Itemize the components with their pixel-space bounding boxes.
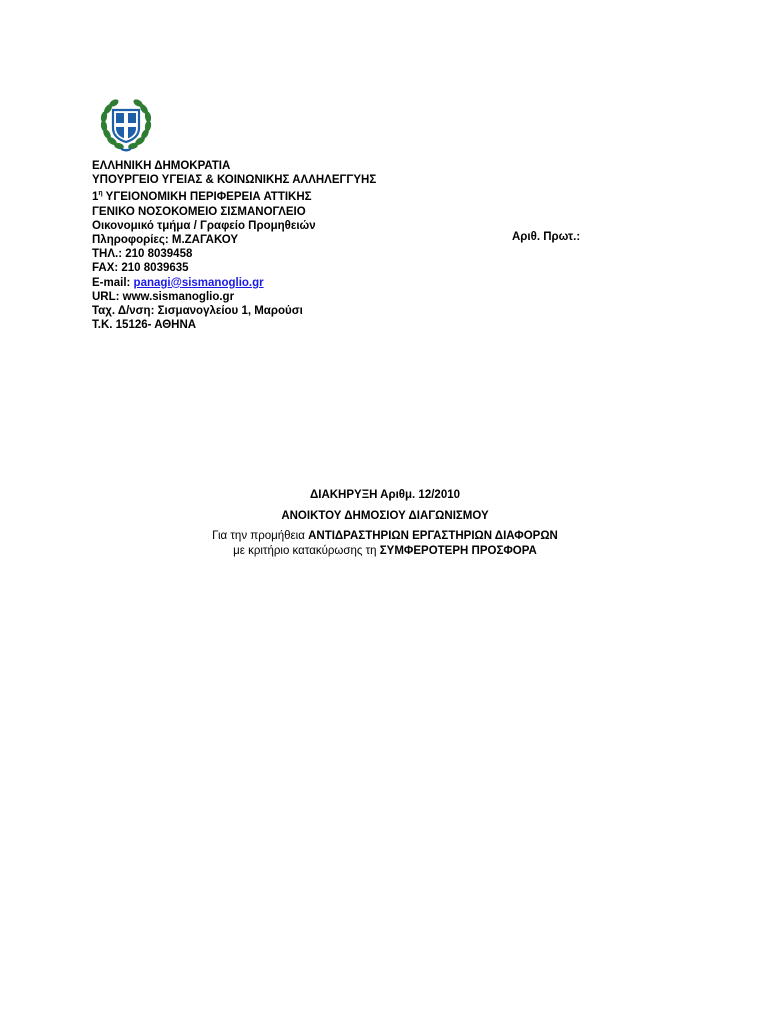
award-criterion: με κριτήριο κατακύρωσης τη ΣΥΜΦΕΡΟΤΕΡΗ ΠΡΟΣΦΟΡΑ bbox=[233, 544, 537, 557]
email-line bbox=[92, 276, 612, 290]
protocol-number-label: Αριθ. Πρωτ.: bbox=[512, 231, 581, 243]
email-label: E-mail: bbox=[92, 276, 134, 289]
department-name: Οικονομικό τμήμα / Γραφείο Προμηθειών bbox=[92, 219, 316, 232]
fax-number: FAX: 210 8039635 bbox=[92, 262, 189, 275]
procurement-subject: Για την προμήθεια ΑΝΤΙΔΡΑΣΤΗΡΙΩΝ ΕΡΓΑΣΤΗΡΙΩΝ ΔΙΑΦΟΡΩΝ bbox=[212, 530, 558, 542]
coat-of-arms-emblem bbox=[98, 96, 154, 152]
contact-person: Πληροφορίες: Μ.ΖΑΓΑΚΟΥ bbox=[92, 234, 239, 247]
postal-code: Τ.Κ. 15126- ΑΘΗΝΑ bbox=[92, 319, 197, 332]
sender-info-block bbox=[92, 159, 612, 332]
declaration-title: ΔΙΑΚΗΡΥΞΗ Αριθμ. 12/2010 bbox=[309, 489, 461, 501]
hospital-name: ΓΕΝΙΚΟ ΝΟΣΟΚΟΜΕΙΟ ΣΙΣΜΑΝΟΓΛΕΙΟ bbox=[92, 205, 306, 218]
ministry-name: ΥΠΟΥΡΓΕΙΟ ΥΓΕΙΑΣ & ΚΟΙΝΩΝΙΚΗΣ ΑΛΛΗΛΕΓΓΥΗΣ bbox=[92, 174, 377, 187]
email-link[interactable]: panagi@sismanoglio.gr bbox=[133, 276, 264, 289]
health-region: $1^\eta$ ΥΓΕΙΟΝΟΜΙΚΗ ΠΕΡΙΦΕΡΕΙΑ ΑΤΤΙΚΗΣ bbox=[92, 190, 312, 204]
phone-number: ΤΗΛ.: 210 8039458 bbox=[92, 248, 193, 261]
country-name: ΕΛΛΗΝΙΚΗ ΔΗΜΟΚΡΑΤΙΑ bbox=[92, 160, 231, 172]
postal-address: Ταχ. Δ/νση: Σισμανογλείου 1, Μαρούσι bbox=[92, 305, 303, 318]
website-url: URL: www.sismanoglio.gr bbox=[92, 290, 235, 303]
tender-type: ΑΝΟΙΚΤΟΥ ΔΗΜΟΣΙΟΥ ΔΙΑΓΩΝΙΣΜΟΥ bbox=[281, 509, 489, 522]
announcement-title-block bbox=[0, 488, 770, 558]
